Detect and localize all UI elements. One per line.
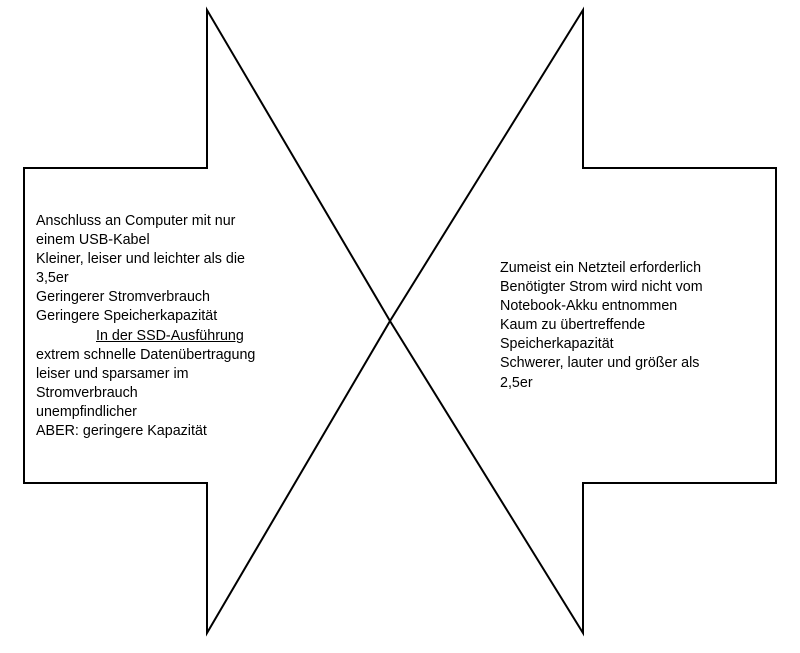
text-line: einem USB-Kabel	[36, 232, 150, 249]
text-line: Kaum zu übertreffende	[500, 317, 646, 334]
text-line: Geringerer Stromverbrauch	[36, 289, 211, 306]
text-line: leiser und sparsamer im	[36, 365, 189, 382]
text-line: Kleiner, leiser und leichter als die	[36, 251, 246, 268]
text-line: Geringere Speicherkapazität	[36, 308, 218, 325]
text-line: unempfindlicher	[36, 403, 137, 420]
text-line: Notebook-Akku entnommen	[500, 298, 678, 315]
right-arrow-text	[500, 259, 703, 393]
text-line: Anschluss an Computer mit nur	[36, 213, 236, 229]
text-line: 2,5er	[500, 374, 533, 391]
text-line: Stromverbrauch	[36, 384, 138, 401]
text-line: Zumeist ein Netzteil erforderlich	[500, 260, 702, 276]
text-line: Benötigter Strom wird nicht vom	[500, 279, 703, 296]
text-line: Speicherkapazität	[500, 336, 614, 353]
text-line: extrem schnelle Datenübertragung	[36, 346, 256, 363]
left-arrow-text	[36, 212, 255, 441]
text-line: 3,5er	[36, 270, 69, 287]
text-line: Schwerer, lauter und größer als	[500, 355, 700, 372]
text-line: ABER: geringere Kapazität	[36, 423, 207, 440]
section-heading: In der SSD-Ausführung	[96, 327, 244, 344]
